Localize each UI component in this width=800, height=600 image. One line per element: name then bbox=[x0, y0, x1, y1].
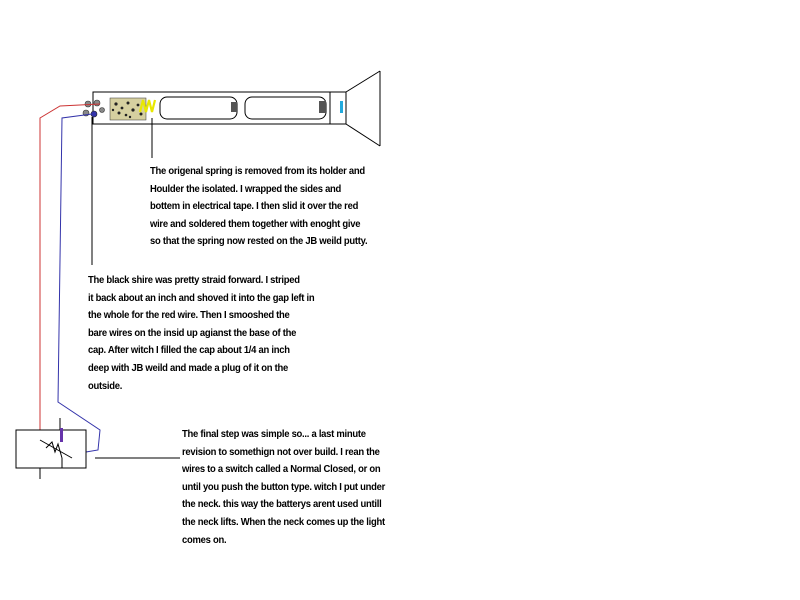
note-line: the neck lifts. When the neck comes up the light bbox=[182, 515, 385, 528]
note-line: comes on. bbox=[182, 533, 227, 546]
battery-2-terminal bbox=[319, 101, 326, 113]
note-line: Houlder the isolated. I wrapped the sides and bbox=[150, 182, 342, 195]
note-line: The origenal spring is removed from its holder and bbox=[150, 165, 365, 177]
note-line: the whole for the red wire. Then I smooshed the bbox=[88, 309, 290, 322]
note-line: bottem in electrical tape. I then slid it over the red bbox=[150, 200, 359, 213]
note-line: The black shire was pretty straid forward. I striped bbox=[88, 274, 300, 286]
note-line: wire and soldered them together with enoght give bbox=[150, 217, 361, 230]
note-line: the neck. this way the batterys arent used untill bbox=[182, 498, 382, 511]
note-line: deep with JB weild and made a plug of it on the bbox=[88, 361, 288, 374]
note-line: outside. bbox=[88, 379, 123, 392]
flashlight bbox=[93, 71, 380, 146]
note-line: bare wires on the insid up agianst the base of the bbox=[88, 326, 297, 339]
note-line: until you push the button type. witch I put under bbox=[182, 480, 386, 493]
battery-1-icon bbox=[160, 97, 237, 119]
bulb-icon bbox=[340, 101, 343, 113]
note-black-wire bbox=[88, 272, 314, 395]
note-line: revision to somethign not over build. I rean the bbox=[182, 445, 380, 458]
note-line: The final step was simple so... a last minute bbox=[182, 428, 366, 440]
switch-symbol-icon bbox=[16, 418, 86, 479]
note-final-step bbox=[182, 426, 385, 549]
note-line: so that the spring now rested on the JB weild putty. bbox=[150, 235, 368, 248]
note-spring bbox=[150, 163, 367, 251]
note-line: it back about an inch and shoved it into the gap left in bbox=[88, 291, 315, 304]
note-line: wires to a switch called a Normal Closed, or on bbox=[182, 463, 381, 476]
switch-button bbox=[60, 428, 63, 442]
note-line: cap. After witch I filled the cap about 1/4 an inch bbox=[88, 344, 290, 357]
reflector-cone bbox=[346, 71, 380, 146]
battery-2-icon bbox=[245, 97, 326, 119]
battery-1-terminal bbox=[231, 102, 237, 112]
